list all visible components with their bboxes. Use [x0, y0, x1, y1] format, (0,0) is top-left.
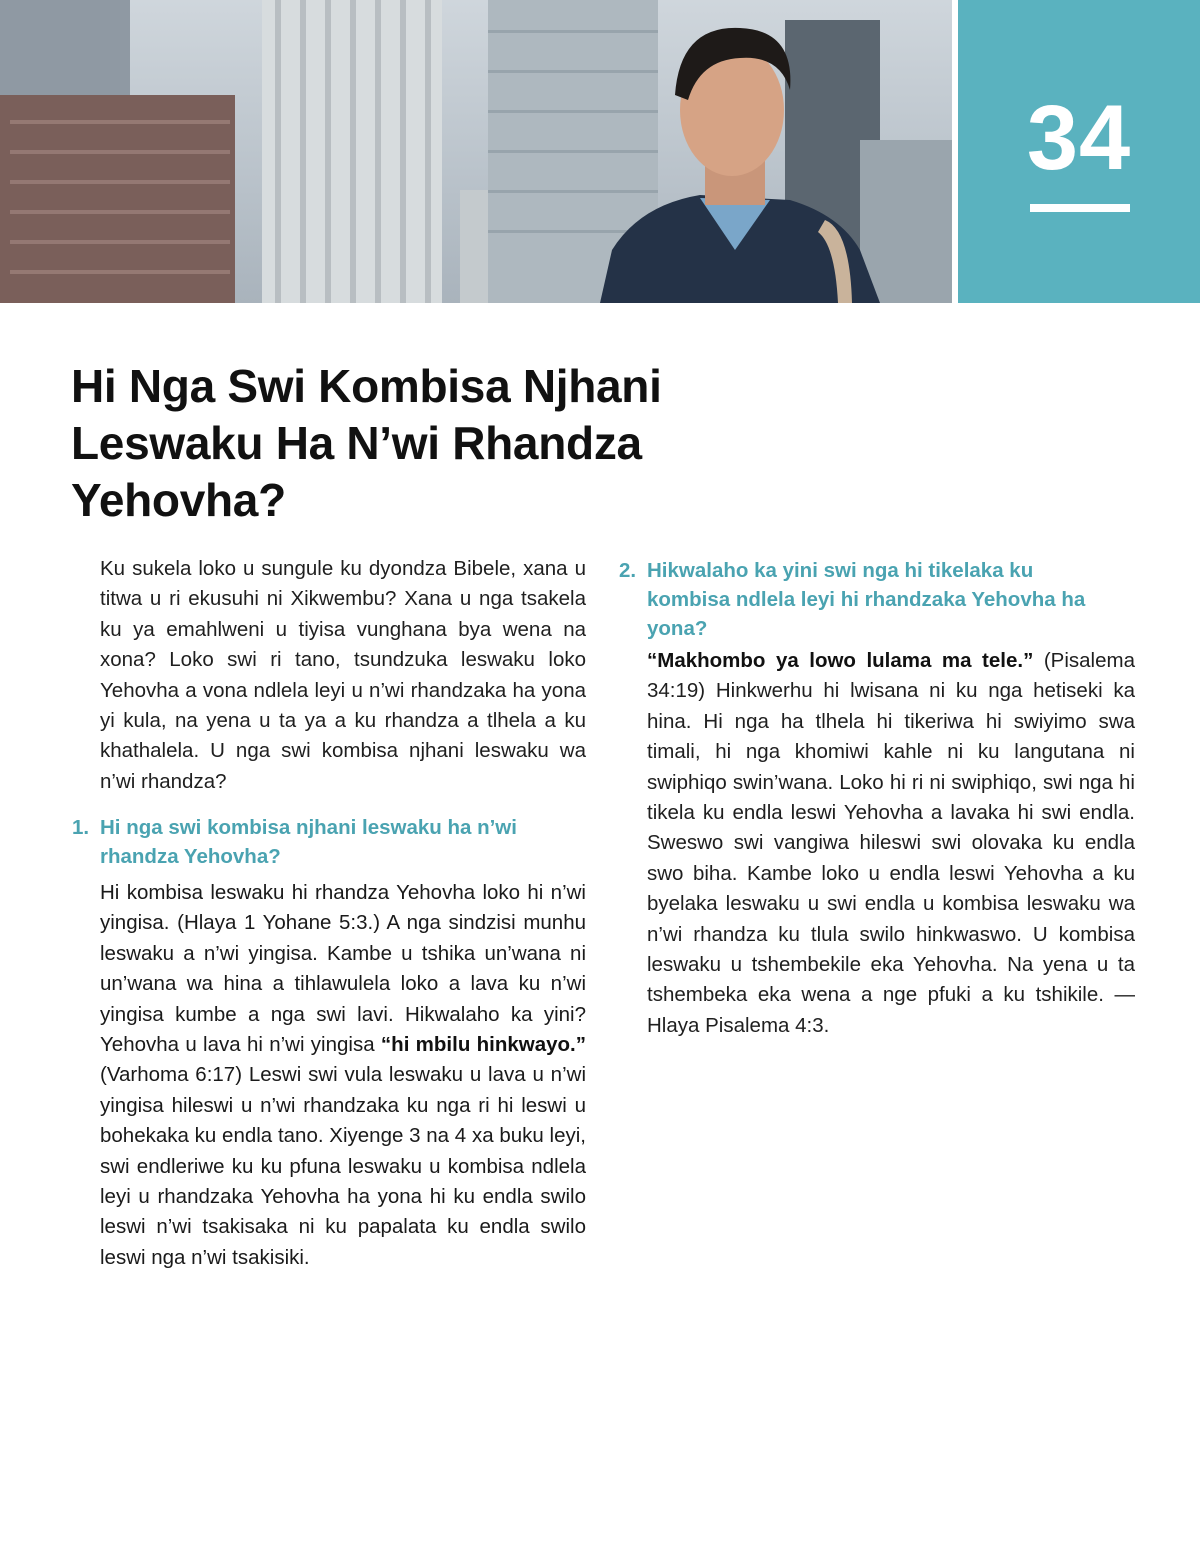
- answer-1-text-b: (Varhoma 6:17) Leswi swi vula leswaku u lava u n’wi yingisa hileswi u n’wi rhandzaka ku nga ri hi leswi u bohekaka ku endla tano. Xiyenge 3 na 4 xa buku leyi, swi endleriwe ku ku pfuna leswaku u kombisa ndlela leyi u rhandzaka Yehovha ha yona hi ku endla swilo leswi n’wi tsakisaka ni ku papalata ku endla swilo leswi nga n’wi tsakisiki.: [100, 1063, 586, 1269]
- intro-paragraph: [100, 554, 586, 797]
- answer-1-paragraph: [100, 878, 586, 1273]
- answer-1-quote: “hi mbilu hinkwayo.”: [380, 1033, 586, 1057]
- question-2: [619, 556, 1107, 643]
- question-2-text: Hikwalaho ka yini swi nga hi tikelaka ku kombisa ndlela leyi hi rhandzaka Yehovha ha yona?: [647, 559, 1086, 640]
- question-2-number: 2.: [619, 559, 637, 582]
- answer-2-text: (Pisalema 34:19) Hinkwerhu hi lwisana ni ku nga hetiseki ka hina. Hi nga ha tlhela hi tikeriwa hi swiyimo swa timali, hi nga khomiwi kahle ni ku langutana ni swiphiqo swin’wana. Loko hi ri ni swiphiqo, swi nga hi tikela ku endla leswi Yehovha a lavaka hi swi endla. Sweswo swi vangiwa hileswi swi olovaka ku endla swo biha. Kambe loko u endla leswi Yehovha a ku byelaka leswaku u swi endla u kombisa leswaku wa n’wi rhandza ku tlula swilo hinkwaswo. U kombisa leswaku u tshembekile eka Yehovha. Na yena u ta tshembeka eka wena a nge pfuki a ku tshikile. —Hlaya Pisalema 4:3.: [647, 649, 1135, 1037]
- lesson-badge: [958, 0, 1200, 303]
- answer-2-quote: “Makhombo ya lowo lulama ma tele.”: [647, 649, 1034, 672]
- answer-2: [647, 646, 1135, 1041]
- question-1-text: Hi nga swi kombisa njhani leswaku ha n’wi rhandza Yehovha?: [100, 816, 517, 868]
- answer-1: [100, 878, 586, 1273]
- header-photo: [0, 0, 952, 303]
- question-1-number: 1.: [72, 816, 90, 839]
- city-man-illustration: [0, 0, 952, 303]
- page-title: Hi Nga Swi Kombisa Njhani Leswaku Ha N’wi Rhandza Yehovha?: [71, 360, 662, 526]
- lesson-number: 34: [1026, 87, 1132, 189]
- answer-1-text-a: Hi kombisa leswaku hi rhandza Yehovha loko hi n’wi yingisa. (Hlaya 1 Yohane 5:3.) A nga sindzisi munhu leswaku a n’wi yingisa. Kambe u tshika un’wana ni un’wana wa hina a tihlawulela loko a lava ku n’wi yingisa kumbe a nga swi lavi. Hikwalaho ka yini? Yehovha u lava hi n’wi yingisa: [100, 881, 586, 1057]
- question-1: [72, 813, 570, 871]
- intro-text: Ku sukela loko u sungule ku dyondza Bibele, xana u titwa u ri ekusuhi ni Xikwembu? Xana u nga tsakela ku ya emahlweni u tiyisa vunghana bya wena na xona? Loko swi ri tano, tsundzuka leswaku loko Yehovha a vona ndlela leyi u n’wi rhandzaka ha yona yi kula, na yena u ta ya a ku rhandza a tlhela a ku khathalela. U nga swi kombisa njhani leswaku wa n’wi rhandza?: [100, 557, 586, 793]
- badge-underline: [1030, 204, 1130, 212]
- answer-2-paragraph: [647, 646, 1135, 1041]
